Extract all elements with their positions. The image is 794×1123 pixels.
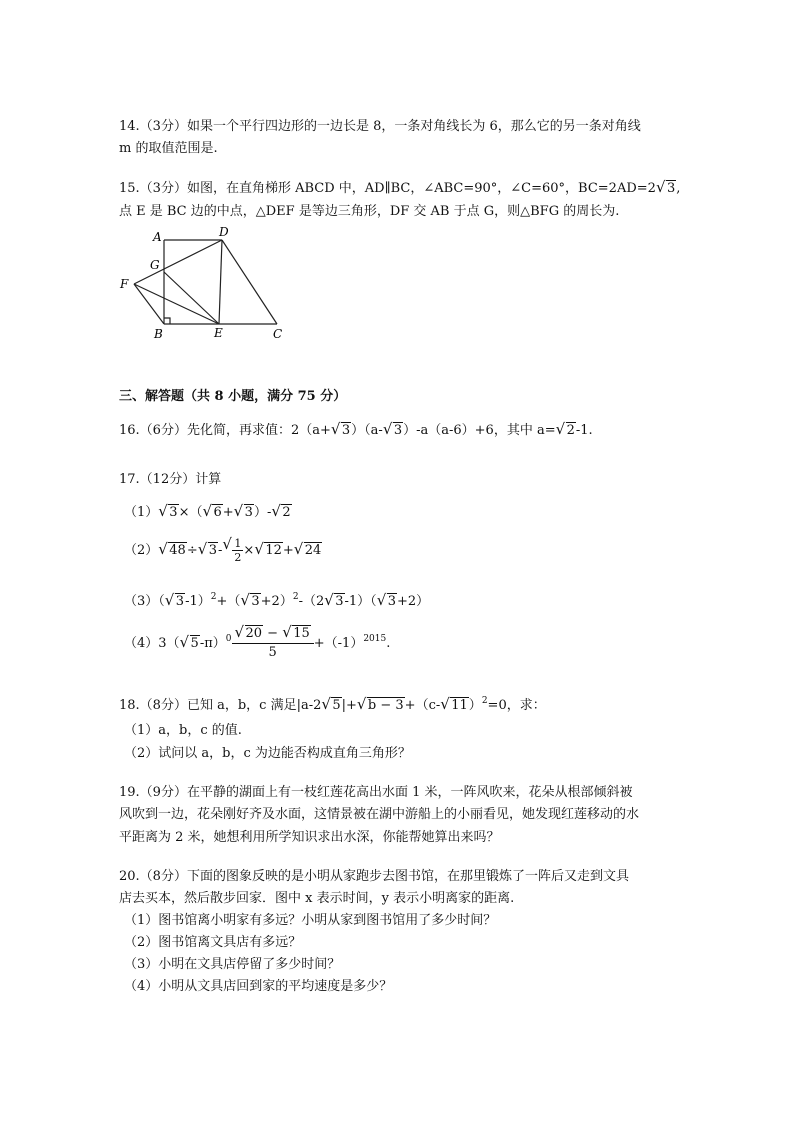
label-E: E <box>214 326 223 340</box>
q19-line1: 19.（9分）在平静的湖面上有一枝红莲花高出水面 1 米，一阵风吹来，花朵从根部倾斜被 <box>119 785 633 800</box>
q16-line: 16.（6分）先化简，再求值：2（a+√ 3）（a-√ 3）-a（a-6）+6，其中 a=√ 2-1. <box>119 422 593 440</box>
right-angle-mark <box>164 318 170 324</box>
radical: √ 3 <box>384 422 403 440</box>
q17-item3: （3）（√ 3-1）$^2$+（√ 3+2）$^2$-（2√ 3-1）（√ 3+2） <box>124 588 429 611</box>
q20-sub2: （2）图书馆离文具店有多远？ <box>124 935 302 950</box>
label-G: G <box>150 258 160 272</box>
label-C: C <box>273 327 283 341</box>
q20-sub4: （4）小明从文具店回到家的平均速度是多少？ <box>124 979 393 994</box>
label-D: D <box>219 225 229 239</box>
q20-line1: 20.（8分）下面的图象反映的是小明从家跑步去图书馆，在那里锻炼了一阵后又走到文具 <box>119 869 629 884</box>
label-A: A <box>153 230 162 244</box>
trapezoid-figure <box>112 222 292 347</box>
segment-DE <box>219 240 222 324</box>
q14-line1: 14.（3分）如果一个平行四边形的一边长是 8，一条对角线长为 6，那么它的另一条对角线 <box>119 119 641 134</box>
radical: √ 2 <box>557 422 576 440</box>
q15-line1: 15.（3分）如图，在直角梯形 ABCD 中，AD∥BC，∠ABC=90°，∠C=60°，BC=2AD=2√ 3, <box>119 180 680 198</box>
q18-sub2: （2）试问以 a，b，c 为边能否构成直角三角形？ <box>124 746 411 761</box>
q17-item2: （2）√ 48÷√ 3- √ $\frac{1}{2}$ ×√ 12+√ 24 <box>124 537 322 564</box>
section-heading: 三、解答题（共 8 小题，满分 75 分） <box>119 389 347 404</box>
q20-sub3: （3）小明在文具店停留了多少时间？ <box>124 957 341 972</box>
q19-line2: 风吹到一边，花朵刚好齐及水面，这情景被在湖中游船上的小丽看见，她发现红莲移动的水 <box>119 807 640 822</box>
q15-line2: 点 E 是 BC 边的中点，△DEF 是等边三角形，DF 交 AB 于点 G，则△BFG 的周长为. <box>119 204 620 219</box>
q17-item1: （1）√ 3×（√ 6+√ 3）-√ 2 <box>124 504 292 522</box>
q14-line2: m 的取值范围是. <box>119 141 218 156</box>
segment-GE <box>164 272 219 324</box>
q18-sub1: （1）a，b，c 的值. <box>124 723 242 738</box>
radical: √ 3 <box>332 422 351 440</box>
segment-DC <box>222 240 277 324</box>
q18-line: 18.（8分）已知 a，b，c 满足|a-2√ 5|+√ b − 3+（c-√ 11）$^2$=0，求： <box>119 692 546 715</box>
q19-line3: 平距离为 2 米，她想利用所学知识求出水深，你能帮她算出来吗？ <box>119 830 500 845</box>
label-F: F <box>120 277 129 291</box>
q20-line2: 店去买本，然后散步回家．图中 x 表示时间，y 表示小明离家的距离. <box>119 891 515 906</box>
radical: √ 3 <box>657 180 676 198</box>
label-B: B <box>154 327 163 341</box>
segment-FB <box>134 284 164 324</box>
q20-sub1: （1）图书馆离小明家有多远？小明从家到图书馆用了多少时间？ <box>124 913 497 928</box>
segment-FE <box>134 284 219 324</box>
q17-title: 17.（12分）计算 <box>119 472 222 487</box>
segment-DF <box>134 240 222 284</box>
q17-item4: （4）3（√ 5-π）$^0$ √ $\frac{20 - √ 15}{5}$ $+(-1)^{2015}$. <box>124 625 390 662</box>
